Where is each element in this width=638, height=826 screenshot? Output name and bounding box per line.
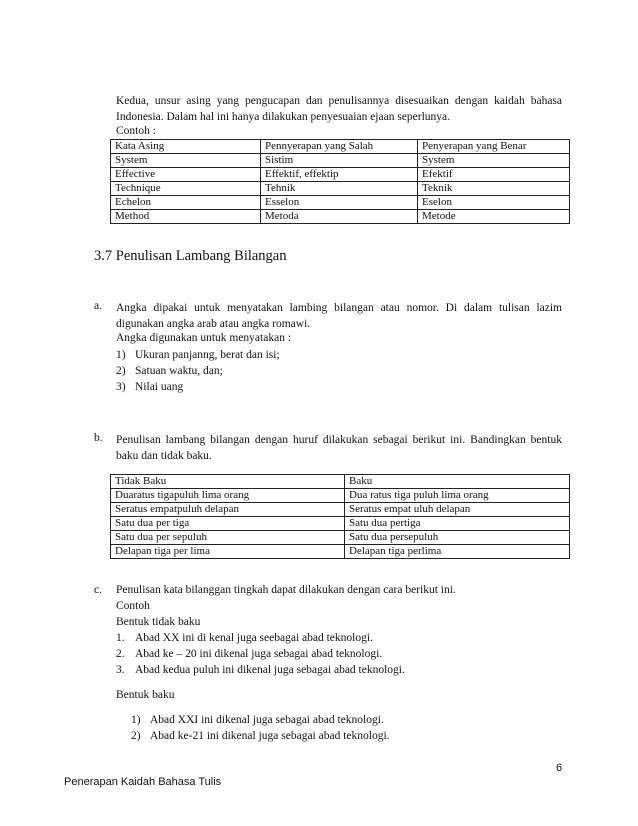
table-row [111,182,570,196]
table-cell: Satu dua per tiga [111,517,345,531]
table-row [111,489,570,503]
table-cell: Satu dua pertiga [345,517,570,531]
table-cell: Efektif [418,168,570,182]
table-number-writing [110,474,570,559]
list-item: Abad ke – 20 ini dikenal juga sebagai abad teknologi. [135,648,383,660]
table-cell: Technique [111,182,261,196]
baku-label: Bentuk baku [116,689,175,701]
table-row [111,517,570,531]
item-c-text: Penulisan kata bilanggan tingkah dapat dilakukan dengan cara berikut ini. [116,584,456,596]
table-cell: Satu dua per sepuluh [111,531,345,545]
table-header-cell: Kata Asing [111,140,261,154]
table-cell: Delapan tiga perlima [345,545,570,559]
list-number: 2) [131,730,141,742]
table-row [111,210,570,224]
list-number: 3) [116,381,126,393]
list-number: 1. [116,632,125,644]
item-b-text: Penulisan lambang bilangan dengan huruf dilakukan sebagai berikut ini. Bandingkan bentuk baku dan tidak baku. [116,434,562,462]
list-number: 2. [116,648,125,660]
list-item: Abad XX ini di kenal juga seebagai abad teknologi. [135,632,373,644]
item-a-text: Angka dipakai untuk menyatakan lambing bilangan atau nomor. Di dalam tulisan lazim digunakan angka arab atau angka romawi. [116,302,562,330]
table-cell: Seratus empat uluh delapan [345,503,570,517]
table-cell: Eselon [418,196,570,210]
table-row [111,531,570,545]
intro-paragraph: Kedua, unsur asing yang pengucapan dan penulisannya disesuaikan dengan kaidah bahasa Indonesia. Dalam hal ini hanya dilakukan penyesuaian ejaan seperlunya. [116,95,562,123]
item-a-sub: Angka digunakan untuk menyatakan : [116,332,292,344]
table-cell: Duaratus tigapuluh lima orang [111,489,345,503]
page-number: 6 [556,762,563,774]
intro-contoh: Contoh : [116,125,156,137]
table-row [111,196,570,210]
table-header-row [111,140,570,154]
table-row [111,545,570,559]
list-number: 2) [116,365,126,377]
list-item: Satuan waktu, dan; [135,365,223,377]
table-cell: Effektif, effektip [261,168,418,182]
table-cell: Metoda [261,210,418,224]
table-header-cell: Penyerapan yang Benar [418,140,570,154]
table-header-cell: Baku [345,475,570,489]
section-heading: 3.7 Penulisan Lambang Bilangan [94,248,287,264]
item-label-c: c. [94,584,102,596]
table-row [111,168,570,182]
table-cell: Tehnik [261,182,418,196]
table-cell: Dua ratus tiga puluh lima orang [345,489,570,503]
table-cell: System [111,154,261,168]
list-item: Abad XXI ini dikenal juga sebagai abad teknologi. [150,714,384,726]
list-item: Nilai uang [135,381,184,393]
table-header-cell: Tidak Baku [111,475,345,489]
table-cell: Delapan tiga per lima [111,545,345,559]
table-cell: Sistim [261,154,418,168]
list-item: Abad ke-21 ini dikenal juga sebagai abad teknologi. [150,730,390,742]
table-cell: Esselon [261,196,418,210]
tidak-baku-label: Bentuk tidak baku [116,616,201,628]
list-item: Abad kedua puluh ini dikenal juga sebagai abad teknologi. [135,664,405,676]
item-label-b: b. [94,432,103,444]
list-number: 3. [116,664,125,676]
list-item: Ukuran panjanng, berat dan isi; [135,349,280,361]
table-row [111,503,570,517]
table-header-cell: Pennyerapan yang Salah [261,140,418,154]
page-footer: Penerapan Kaidah Bahasa Tulis [64,776,222,788]
table-cell: Method [111,210,261,224]
table-row [111,154,570,168]
table-foreign-words [110,139,570,224]
list-number: 1) [131,714,141,726]
item-c-contoh: Contoh [116,600,150,612]
table-cell: Metode [418,210,570,224]
table-cell: Teknik [418,182,570,196]
table-cell: Satu dua persepuluh [345,531,570,545]
table-cell: Seratus empatpuluh delapan [111,503,345,517]
list-number: 1) [116,349,126,361]
item-label-a: a. [94,300,102,312]
table-cell: Effective [111,168,261,182]
table-cell: System [418,154,570,168]
table-cell: Echelon [111,196,261,210]
table-header-row [111,475,570,489]
